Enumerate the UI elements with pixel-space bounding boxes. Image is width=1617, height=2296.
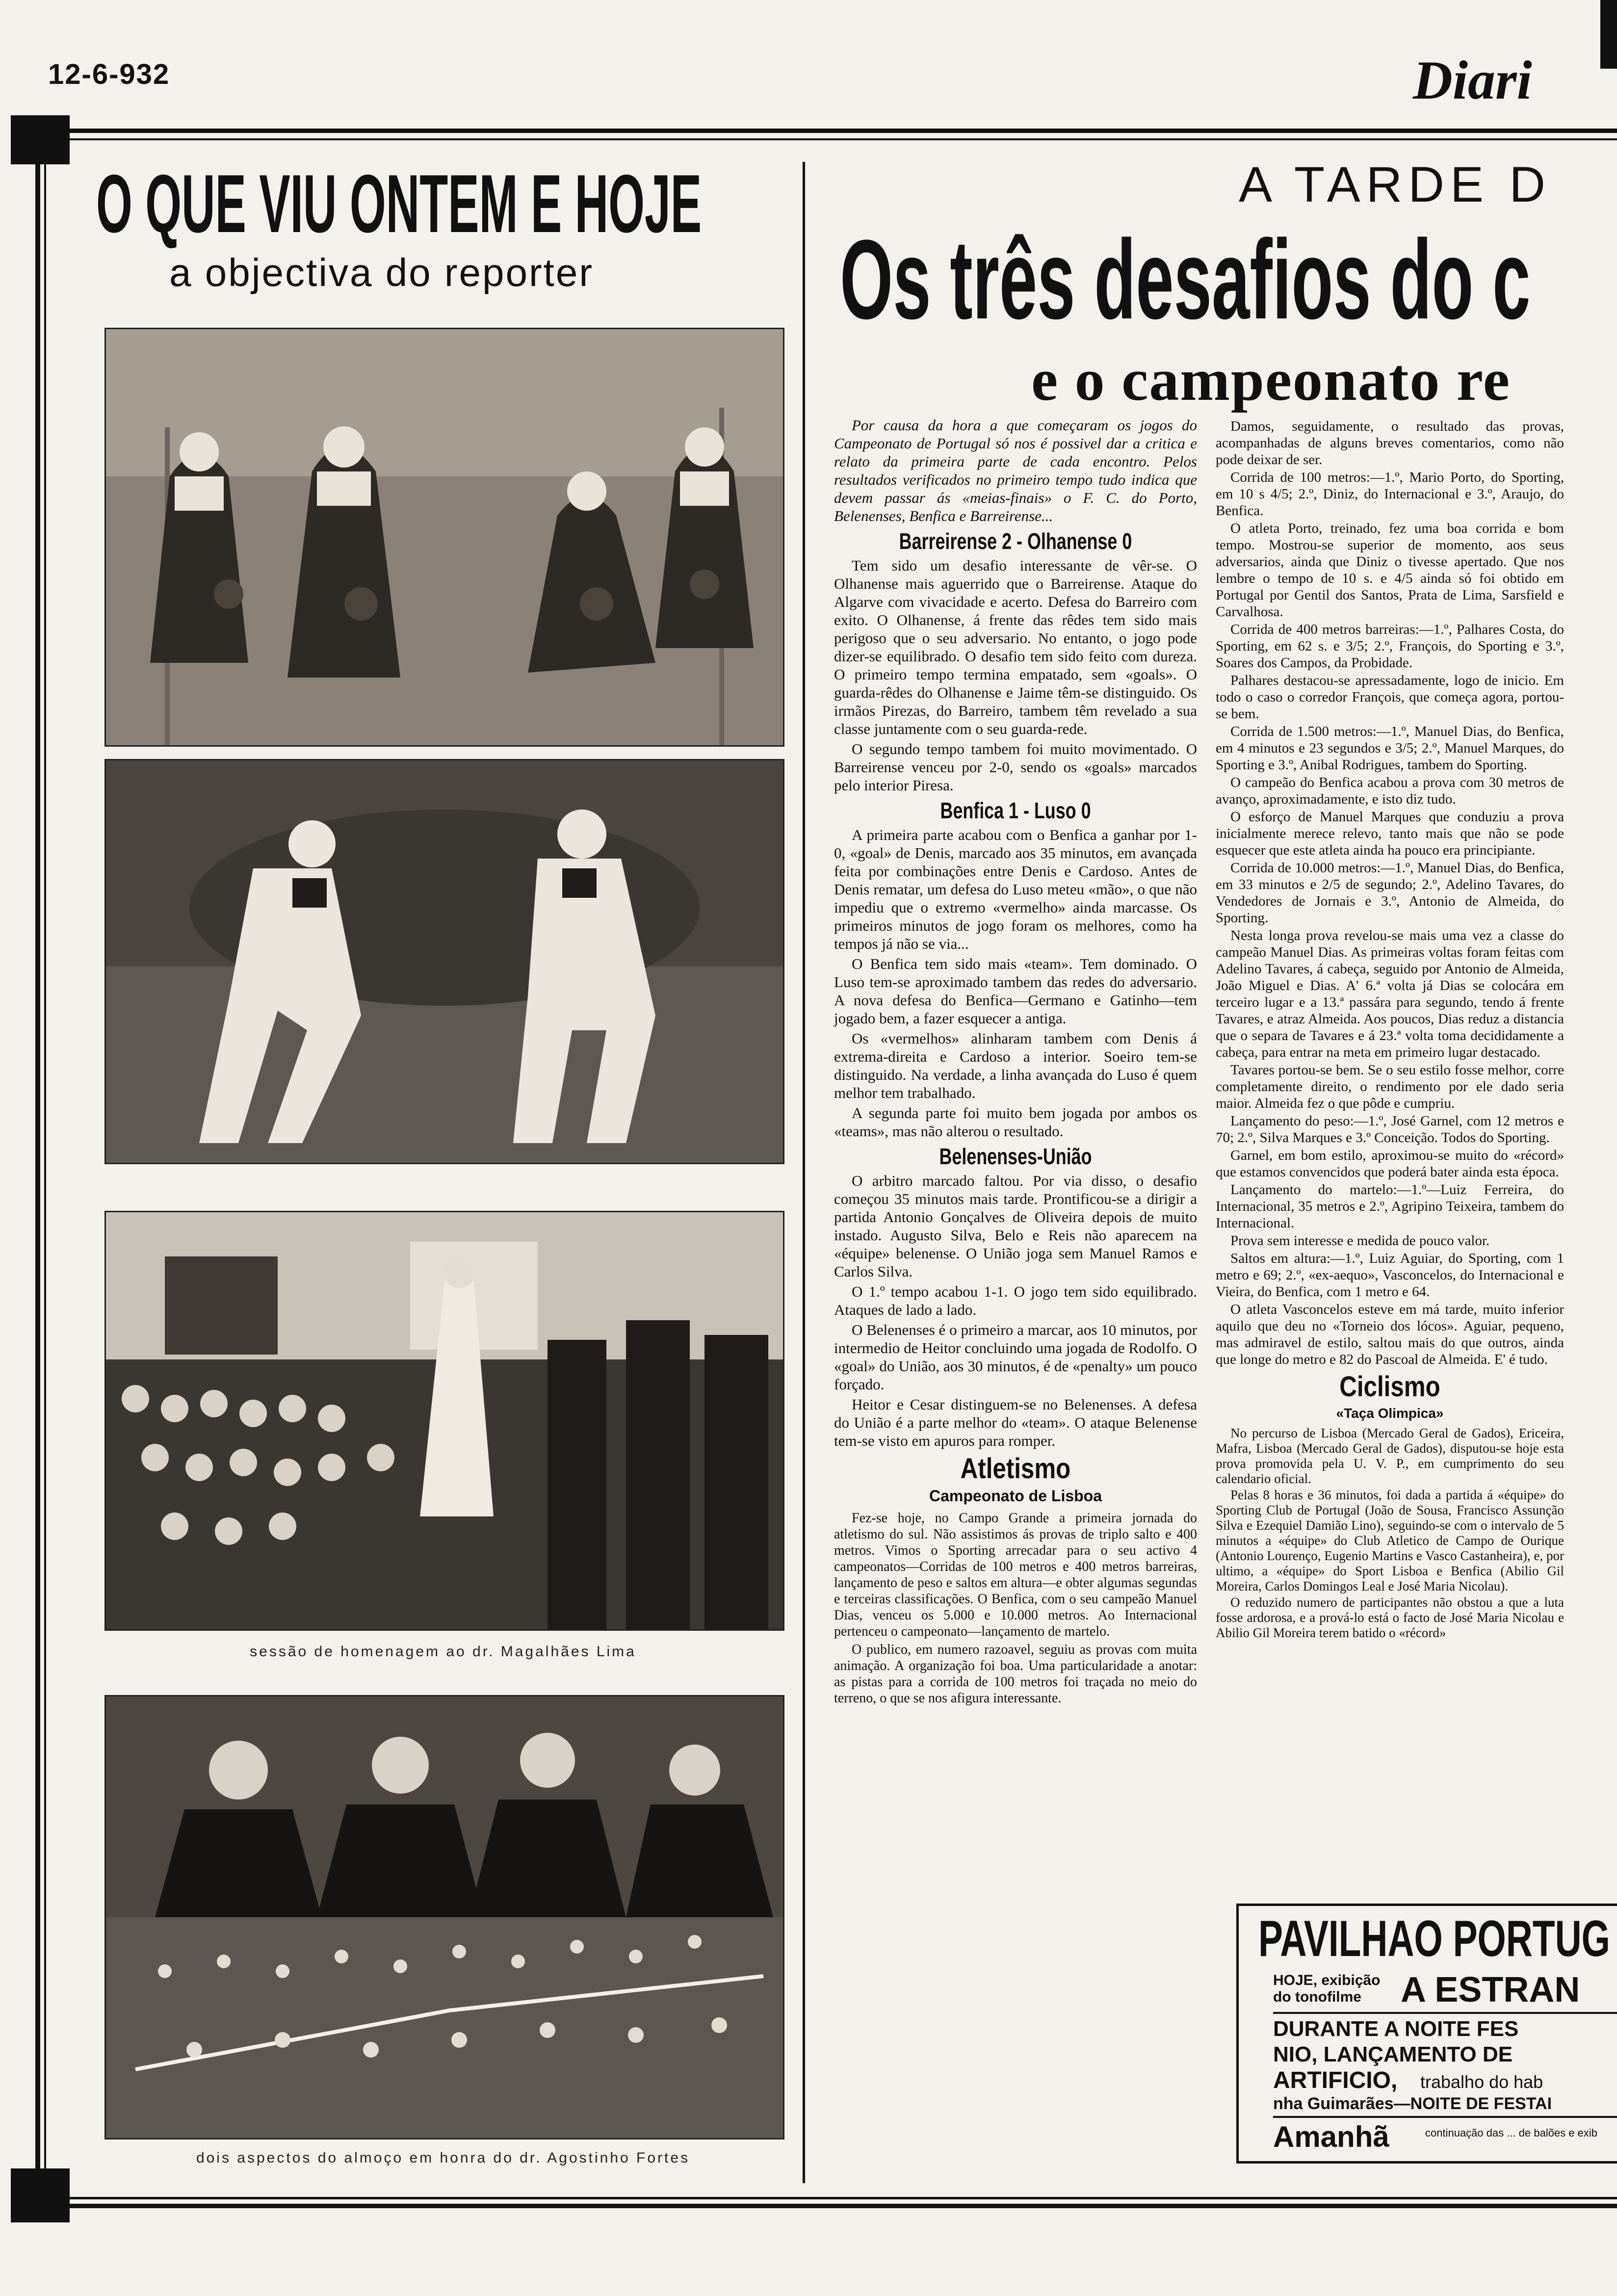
ad-line2: DURANTE A NOITE FES bbox=[1273, 2017, 1519, 2041]
match-2-paragraph-1: A primeira parte acabou com o Benfica a ganhar por 1-0, «goal» de Denis, marcado aos 35 minutos, em avançada feita por combinações entre Denis e Cardoso. Antes de Denis rematar, um defesa do Luso meteu «mão», o que não impediu que o extremo «vermelho» ainda marcasse. Os primeiros minutos de jogo foram os melhores, como ha tempos já não se via... bbox=[834, 826, 1197, 952]
ad-line4-small: trabalho do hab bbox=[1420, 2072, 1543, 2092]
banquet-photo bbox=[104, 1695, 784, 2139]
left-border-block-top bbox=[11, 115, 70, 164]
match-2-paragraph-2: O Benfica tem sido mais «team». Tem dominado. O Luso tem-se aproximado tambem das redes do adversario. A nova defesa do Benfica—Germano e Gatinho—tem jogado bem, a fazer esquecer a antiga. bbox=[834, 955, 1197, 1027]
match-heading-3: Belenenses-União bbox=[939, 1144, 1092, 1169]
left-section-title: O QUE VIU ONTEM E HOJE bbox=[96, 157, 702, 250]
football-column bbox=[834, 416, 1197, 1708]
athletics-subheading: Campeonato de Lisboa bbox=[929, 1487, 1102, 1505]
ad-divider bbox=[1273, 2012, 1617, 2014]
results-paragraph-4: Corrida de 400 metros barreiras:—1.º, Palhares Costa, do Sporting, em 62 s. e 3/5; 2.º, François, do Sporting e 3.º, Soares dos Campos, da Probidade. bbox=[1216, 622, 1564, 671]
results-paragraph-15: Prova sem interesse e medida de pouco valor. bbox=[1230, 1233, 1490, 1249]
sub-headline: e o campeonato re bbox=[1031, 347, 1511, 413]
ad-title: PAVILHAO PORTUG bbox=[1258, 1910, 1610, 1967]
match-3-paragraph-2: O 1.º tempo acabou 1-1. O jogo tem sido equilibrado. Ataques de lado a lado. bbox=[834, 1283, 1197, 1318]
athletics-results-column bbox=[1216, 418, 1564, 1642]
left-border-line bbox=[35, 162, 40, 2173]
cycling-paragraph-1: No percurso de Lisboa (Mercado Geral de Gados), Ericeira, Mafra, Lisboa (Mercado Geral de Gados), disputou-se hoje esta prova promovida pela U. V. P., em cumprimento do seu calendario oficial. bbox=[1216, 1426, 1564, 1486]
results-paragraph-1: Damos, seguidamente, o resultado das provas, acompanhadas de alguns breves comentarios, como não pode deixar de ser. bbox=[1216, 418, 1564, 468]
results-paragraph-8: O esforço de Manuel Marques que conduziu a prova inicialmente merece relevo, tanto mais que não se pode esquecer que este atleta ainda ha pouco era principiante. bbox=[1216, 809, 1564, 858]
ad-line1-big: A ESTRAN bbox=[1401, 1970, 1580, 2009]
cycling-heading: Ciclismo bbox=[1339, 1371, 1440, 1403]
section-kicker: A TARDE D bbox=[1239, 157, 1552, 212]
results-paragraph-13: Garnel, em bom estilo, aproximou-se muito do «récord» que estamos convencidos que poderá bater ainda esta época. bbox=[1216, 1148, 1564, 1180]
match-3-paragraph-4: Heitor e Cesar distinguem-se no Belenenses. A defesa do União é a parte melhor do «team». O ataque Belenense tem-se visto em apuros para romper. bbox=[834, 1396, 1197, 1449]
match-heading-2: Benfica 1 - Luso 0 bbox=[940, 798, 1091, 823]
left-border-block-bottom bbox=[11, 2168, 70, 2222]
results-paragraph-12: Lançamento do peso:—1.º, José Garnel, com 12 metros e 70; 2.º, Silva Marques e 3.º Conceição. Todos do Sporting. bbox=[1216, 1113, 1564, 1146]
football-intro: Por causa da hora a que começaram os jogos do Campeonato de Portugal só nos é possivel dar a critica e relato da primeira parte de cada encontro. Pelos resultados verificados no primeiro tempo tudo indica que devem passar ás «meias-finais» o F. C. do Porto, Belenenses, Benfica e Barreirense... bbox=[834, 417, 1197, 524]
match-2-paragraph-3: Os «vermelhos» alinharam tambem com Denis á extrema-direita e Cardoso a interior. Soeiro tem-se distinguido. Na verdade, a linha avançada do Luso é quem melhor tem trabalhado. bbox=[834, 1030, 1197, 1101]
bottom-rule bbox=[69, 2197, 1617, 2199]
match-1-paragraph-1: Tem sido um desafio interessante de vêr-se. O Olhanense mais aguerrido que o Barreirense. Ataque do Algarve com vivacidade e acerto. Defesa do Barreiro com exito. O Olhanense, á frente das rêdes tem sido mais perigoso que o seu adversario. No entanto, o jogo pode dizer-se equilibrado. O desafio tem sido feito com dureza. O primeiro tempo termina empatado, sem «goals». O guarda-rêdes do Olhanense e Jaime têm-se distinguido. Os irmãos Pirezas, do Barreiro, tambem têm revelado a sua classe juntamente com o seu guarda-rede. bbox=[834, 557, 1197, 737]
right-margin-mask bbox=[1562, 147, 1617, 422]
ad-footer-big: Amanhã bbox=[1273, 2120, 1389, 2153]
ad-line5: nha Guimarães—NOITE DE FESTAI bbox=[1273, 2094, 1552, 2113]
athletics-heading: Atletismo bbox=[960, 1453, 1071, 1485]
ad-footer-small: continuação das ... de balões e exib bbox=[1425, 2127, 1598, 2139]
results-paragraph-7: O campeão do Benfica acabou a prova com 30 metros de avanço, aproximadamente, e isto diz tudo. bbox=[1216, 775, 1564, 807]
ad-line1-small: HOJE, exibição do tonofilme bbox=[1273, 1972, 1381, 2005]
results-paragraph-6: Corrida de 1.500 metros:—1.º, Manuel Dias, do Benfica, em 4 minutos e 23 segundos e 3/5; 2.º, Manuel Marques, do Sporting e 3.º, Anibal Rodrigues, tambem do Sporting. bbox=[1216, 724, 1564, 773]
main-headline: Os três desafios do c bbox=[840, 216, 1531, 342]
match-3-paragraph-1: O arbitro marcado faltou. Por via disso, o desafio começou 35 minutos mais tarde. Prontificou-se a dirigir a partida Antonio Gonçalves de Oliveira depois de muito instado. Augusto Silva, Belo e Reis não aparecem na «équipe» belenense. O União joga sem Manuel Ramos e Carlos Silva. bbox=[834, 1172, 1197, 1280]
results-paragraph-9: Corrida de 10.000 metros:—1.º, Manuel Dias, do Benfica, em 33 minutos e 2/5 de segundo; 2.º, Adelino Tavares, do Vendedores de Jornais e 3.º, Antonio de Almeida, do Sporting. bbox=[1216, 860, 1564, 926]
results-paragraph-5: Palhares destacou-se apressadamente, logo de inicio. Em todo o caso o corredor François, que começa agora, portou-se bem. bbox=[1216, 673, 1564, 722]
left-border-line-thin bbox=[44, 162, 46, 2173]
sailor-dancers-photo bbox=[104, 759, 784, 1164]
results-paragraph-14: Lançamento do martelo:—1.º—Luiz Ferreira, do Internacional, 35 metros e 2.º, Agripino Teixeira, tambem do Internacional. bbox=[1216, 1182, 1564, 1231]
cycling-subheading: «Taça Olimpica» bbox=[1336, 1406, 1444, 1421]
results-paragraph-2: Corrida de 100 metros:—1.º, Mario Porto, do Sporting, em 10 s 4/5; 2.º, Diniz, do Internacional e 3.º, Araujo, do Benfica. bbox=[1216, 470, 1564, 519]
pavilhao-advertisement bbox=[1236, 1904, 1617, 2164]
masthead: Diari bbox=[1413, 50, 1532, 111]
cycling-paragraph-3: O reduzido numero de participantes não obstou a que a luta fosse ardorosa, e a prová-lo está o facto de José Maria Nicolau e Abilio Gil Moreira terem batido o «récord» bbox=[1216, 1595, 1564, 1640]
dancers-photo bbox=[104, 328, 784, 747]
photo-caption-4: dois aspectos do almoço em honra do dr. Agostinho Fortes bbox=[196, 2150, 690, 2166]
athletics-paragraph-2: O publico, em numero razoavel, seguiu as provas com muita animação. A organização foi boa. Uma particularidade a anotar: as pistas para a corrida de 100 metros foi traçada no meio do terreno, o que se nos afigura interessante. bbox=[834, 1642, 1197, 1706]
ad-line4-big: ARTIFICIO, bbox=[1273, 2067, 1398, 2093]
match-heading-1: Barreirense 2 - Olhanense 0 bbox=[899, 528, 1132, 554]
top-rule-thin bbox=[69, 138, 1617, 140]
match-3-paragraph-3: O Belenenses é o primeiro a marcar, aos 10 minutos, por intermedio de Heitor concluindo uma jogada de Rodolfo. O «goal» do União, aos 30 minutos, é de «penalty» um pouco forçado. bbox=[834, 1321, 1197, 1393]
top-rule bbox=[69, 129, 1617, 133]
results-paragraph-10: Nesta longa prova revelou-se mais uma vez a classe do campeão Manuel Dias. As primeiras voltas foram feitas com Adelino Tavares, á cabeça, seguido por Antonio de Almeida, João Miguel e Dias. A' 6.ª volta já Dias se colocára em terceiro lugar e a 13.ª passára para segundo, tendo á frente Tavares, e atraz Almeida. Aos poucos, Dias reduz a distancia que o separa de Tavares e á 23.ª volta toma decididamente a cabeça, para entrar na meta em primeiro lugar destacado. bbox=[1216, 928, 1564, 1060]
right-edge bbox=[1600, 0, 1617, 69]
results-paragraph-11: Tavares portou-se bem. Se o seu estilo fosse melhor, corre completamente direito, o rendimento por ele dado seria maior. Almeida fez o que pôde e cumpriu. bbox=[1216, 1062, 1564, 1111]
athletics-paragraph-1: Fez-se hoje, no Campo Grande a primeira jornada do atletismo do sul. Não assistimos ás provas de triplo salto e 400 metros. Vimos o Sporting arrecadar para o seu activo 4 campeonatos—Corridas de 100 metros e 400 metros barreiras, lançamento de peso e saltos em altura—e obter algumas segundas e terceiras classificações. O Benfica, com o seu campeão Manuel Dias, venceu os 5.000 e 10.000 metros. Ao Internacional pertenceu o campeonato—lançamento de martelo. bbox=[834, 1511, 1197, 1639]
photo-caption-3: sessão de homenagem ao dr. Magalhães Lima bbox=[250, 1644, 636, 1660]
results-paragraph-17: O atleta Vasconcelos esteve em má tarde, muito inferior aquilo que deu no «Torneio dos lócos». Aguiar, pequeno, mas admiravel de estilo, saltou mais do que outros, ainda que longe do metro e 82 do Pascoal de Almeida. E' é tudo. bbox=[1216, 1302, 1564, 1367]
match-1-paragraph-2: O segundo tempo tambem foi muito movimentado. O Barreirense venceu por 2-0, sendo os «goals» marcados pelo interior Piresa. bbox=[834, 740, 1197, 794]
results-paragraph-3: O atleta Porto, treinado, fez uma boa corrida e bom tempo. Mostrou-se superior de momento, aos seus adversarios, ainda que Diniz o tivesse apertado. Que nos lembre o tempo de 10 s. e 4/5 ainda só foi obtido em Portugal por Gentil dos Santos, Prata de Lima, Sarsfield e Carvalhosa. bbox=[1216, 521, 1564, 620]
match-2-paragraph-4: A segunda parte foi muito bem jogada por ambos os «teams», mas não alterou o resultado. bbox=[834, 1104, 1197, 1140]
children-gathering-photo bbox=[104, 1211, 784, 1631]
bottom-rule-thick bbox=[69, 2204, 1617, 2208]
section-divider bbox=[803, 162, 805, 2183]
results-paragraph-16: Saltos em altura:—1.º, Luiz Aguiar, do Sporting, com 1 metro e 69; 2.º, «ex-aequo», Vasconcelos, do Internacional e Vieira, do Benfica, com 1 metro e 64. bbox=[1216, 1251, 1564, 1300]
page-date: 12-6-932 bbox=[48, 58, 170, 90]
ad-divider-2 bbox=[1273, 2116, 1617, 2118]
left-section-subtitle: a objectiva do reporter bbox=[169, 251, 594, 294]
ad-line3: NIO, LANÇAMENTO DE bbox=[1273, 2042, 1513, 2066]
cycling-paragraph-2: Pelas 8 horas e 36 minutos, foi dada a partida á «équipe» do Sporting Club de Portugal (João de Sousa, Francisco Assunção Silva e Ezequiel Damião Lino), seguindo-se com o intervalo de 5 minutos a «équipe» do Club Atletico de Campo de Ourique (Antonio Lourenço, Eugenio Martins e Vasco Castanheira), e, por ultimo, a «équipe» do Sport Lisboa e Benfica (Abilio Gil Moreira, Carlos Domingos Leal e José Maria Nicolau). bbox=[1216, 1487, 1564, 1593]
